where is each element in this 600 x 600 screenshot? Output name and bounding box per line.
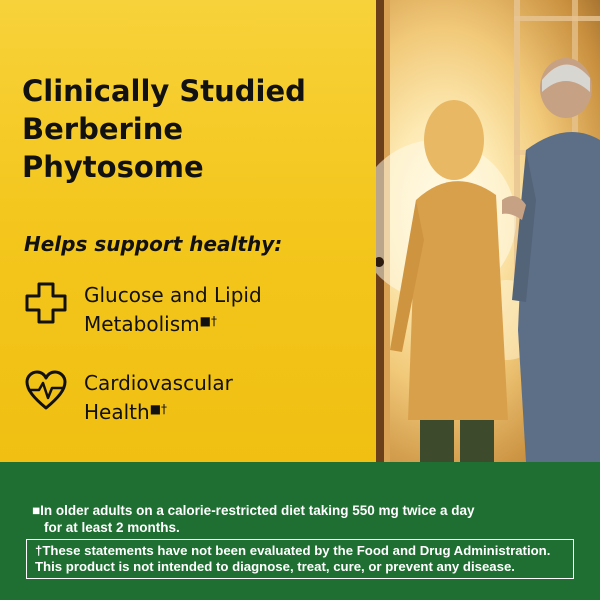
benefit-line-2: Health [84, 400, 150, 424]
fda-disclaimer [26, 539, 574, 579]
disclaimer-line-2: This product is not intended to diagnose, treat, cure, or prevent any disease. [35, 559, 515, 574]
lifestyle-photo [376, 0, 600, 462]
footnote-marks: ■† [199, 314, 217, 328]
plus-cross-icon [24, 281, 68, 325]
benefit-line-1: Cardiovascular [84, 371, 233, 395]
heart-pulse-icon [24, 368, 68, 412]
footer-banner [0, 462, 600, 600]
benefit-line-2: Metabolism [84, 312, 200, 336]
headline: Clinically Studied Berberine Phytosome [22, 74, 306, 184]
subhead: Helps support healthy: [24, 232, 283, 256]
benefit-label [84, 282, 262, 337]
footnote-line-2: for at least 2 months. [44, 520, 180, 535]
disclaimer-line-1: †These statements have not been evaluated by the Food and Drug Administration. [35, 543, 551, 558]
benefit-line-1: Glucose and Lipid [84, 283, 262, 307]
footnote-marks: ■† [149, 402, 168, 416]
couple-at-door-illustration [376, 0, 600, 462]
study-footnote [32, 502, 572, 536]
footnote-line-1: ■In older adults on a calorie-restricted diet taking 550 mg twice a day [32, 503, 475, 518]
benefit-label [84, 370, 233, 425]
